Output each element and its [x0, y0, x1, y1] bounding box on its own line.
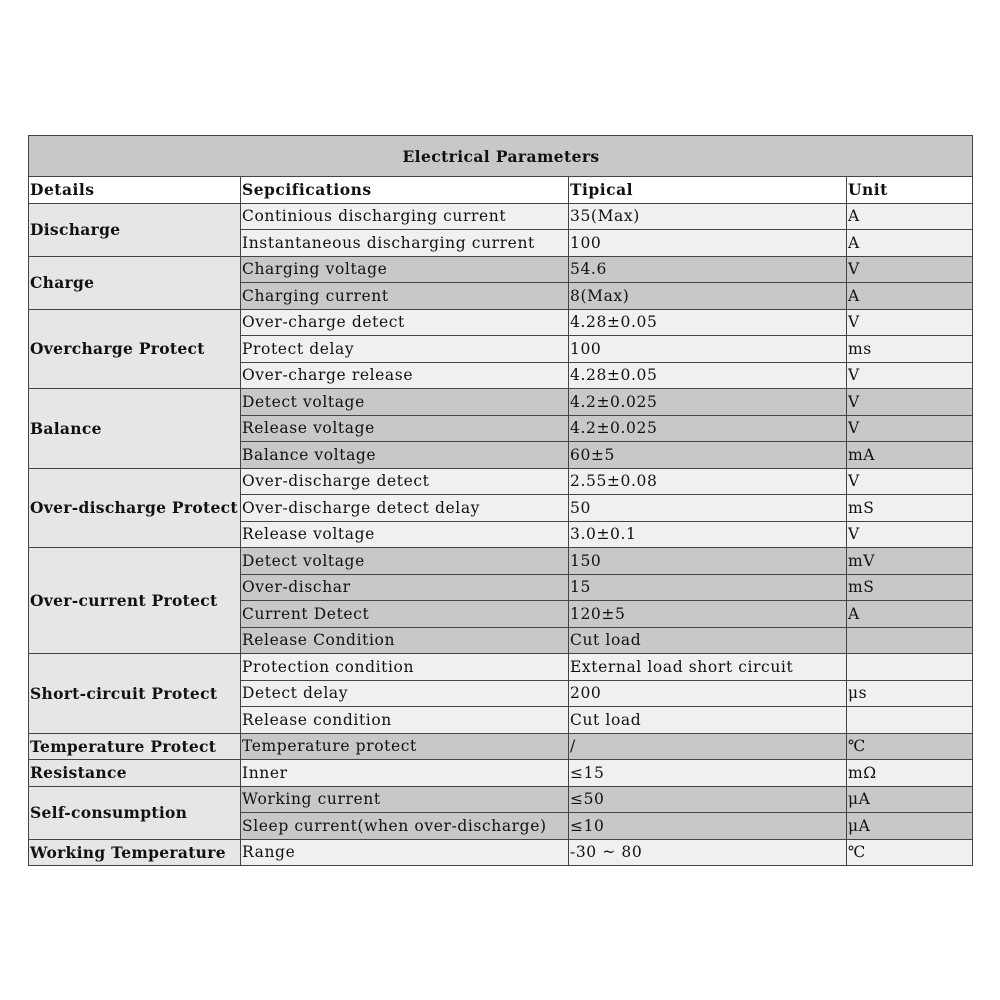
unit-cell [847, 707, 973, 734]
header-specifications: Sepcifications [241, 177, 569, 204]
spec-cell: Over-dischar [241, 574, 569, 601]
header-unit: Unit [847, 177, 973, 204]
table-row [29, 389, 973, 416]
typical-cell: External load short circuit [569, 654, 847, 681]
unit-cell: V [847, 362, 973, 389]
spec-cell: Release condition [241, 707, 569, 734]
electrical-parameters-table [28, 135, 973, 866]
spec-cell: Balance voltage [241, 442, 569, 469]
table-row [29, 468, 973, 495]
typical-cell: 4.2±0.025 [569, 415, 847, 442]
unit-cell: μA [847, 786, 973, 813]
spec-cell: Over-charge detect [241, 309, 569, 336]
spec-cell: Protection condition [241, 654, 569, 681]
unit-cell: mΩ [847, 760, 973, 787]
typical-cell: 100 [569, 336, 847, 363]
group-label: Resistance [29, 760, 241, 787]
spec-cell: Detect voltage [241, 389, 569, 416]
spec-cell: Release Condition [241, 627, 569, 654]
table-row [29, 654, 973, 681]
spec-cell: Detect delay [241, 680, 569, 707]
group-label: Over-current Protect [29, 548, 241, 654]
spec-cell: Protect delay [241, 336, 569, 363]
unit-cell: A [847, 203, 973, 230]
group-label: Discharge [29, 203, 241, 256]
typical-cell: ≤50 [569, 786, 847, 813]
group-label: Over-discharge Protect [29, 468, 241, 548]
typical-cell: 150 [569, 548, 847, 575]
typical-cell: / [569, 733, 847, 760]
typical-cell: 100 [569, 230, 847, 257]
unit-cell: ℃ [847, 733, 973, 760]
typical-cell: ≤15 [569, 760, 847, 787]
unit-cell [847, 627, 973, 654]
typical-cell: 60±5 [569, 442, 847, 469]
spec-cell: Detect voltage [241, 548, 569, 575]
spec-cell: Instantaneous discharging current [241, 230, 569, 257]
unit-cell: μs [847, 680, 973, 707]
table-row [29, 256, 973, 283]
group-label: Charge [29, 256, 241, 309]
table-row [29, 760, 973, 787]
typical-cell: 54.6 [569, 256, 847, 283]
table-title: Electrical Parameters [29, 136, 973, 177]
header-details: Details [29, 177, 241, 204]
typical-cell: 4.28±0.05 [569, 362, 847, 389]
typical-cell: 35(Max) [569, 203, 847, 230]
unit-cell: V [847, 309, 973, 336]
unit-cell: ℃ [847, 839, 973, 866]
unit-cell: mS [847, 495, 973, 522]
unit-cell: A [847, 230, 973, 257]
typical-cell: 8(Max) [569, 283, 847, 310]
spec-cell: Current Detect [241, 601, 569, 628]
header-row [29, 177, 973, 204]
spec-cell: Charging voltage [241, 256, 569, 283]
header-typical: Tipical [569, 177, 847, 204]
typical-cell: Cut load [569, 627, 847, 654]
unit-cell: mV [847, 548, 973, 575]
spec-cell: Working current [241, 786, 569, 813]
group-label: Overcharge Protect [29, 309, 241, 389]
group-label: Balance [29, 389, 241, 469]
table-row [29, 786, 973, 813]
unit-cell: V [847, 521, 973, 548]
spec-cell: Over-discharge detect delay [241, 495, 569, 522]
typical-cell: 3.0±0.1 [569, 521, 847, 548]
table-row [29, 733, 973, 760]
table-row [29, 309, 973, 336]
unit-cell: V [847, 256, 973, 283]
table-row [29, 203, 973, 230]
group-label: Working Temperature [29, 839, 241, 866]
table-row [29, 839, 973, 866]
title-row [29, 136, 973, 177]
typical-cell: Cut load [569, 707, 847, 734]
group-label: Short-circuit Protect [29, 654, 241, 734]
unit-cell: μA [847, 813, 973, 840]
table-row [29, 548, 973, 575]
spec-cell: Continious discharging current [241, 203, 569, 230]
typical-cell: 50 [569, 495, 847, 522]
spec-cell: Charging current [241, 283, 569, 310]
spec-cell: Release voltage [241, 521, 569, 548]
typical-cell: 15 [569, 574, 847, 601]
typical-cell: 120±5 [569, 601, 847, 628]
unit-cell: mS [847, 574, 973, 601]
unit-cell: A [847, 283, 973, 310]
spec-cell: Over-charge release [241, 362, 569, 389]
spec-cell: Over-discharge detect [241, 468, 569, 495]
typical-cell: 4.28±0.05 [569, 309, 847, 336]
unit-cell: A [847, 601, 973, 628]
unit-cell: V [847, 389, 973, 416]
unit-cell: V [847, 468, 973, 495]
unit-cell: V [847, 415, 973, 442]
unit-cell [847, 654, 973, 681]
spec-cell: Range [241, 839, 569, 866]
spec-cell: Temperature protect [241, 733, 569, 760]
typical-cell: -30 ~ 80 [569, 839, 847, 866]
group-label: Temperature Protect [29, 733, 241, 760]
group-label: Self-consumption [29, 786, 241, 839]
unit-cell: ms [847, 336, 973, 363]
typical-cell: 2.55±0.08 [569, 468, 847, 495]
spec-cell: Inner [241, 760, 569, 787]
typical-cell: 200 [569, 680, 847, 707]
typical-cell: 4.2±0.025 [569, 389, 847, 416]
unit-cell: mA [847, 442, 973, 469]
typical-cell: ≤10 [569, 813, 847, 840]
spec-cell: Release voltage [241, 415, 569, 442]
spec-cell: Sleep current(when over-discharge) [241, 813, 569, 840]
